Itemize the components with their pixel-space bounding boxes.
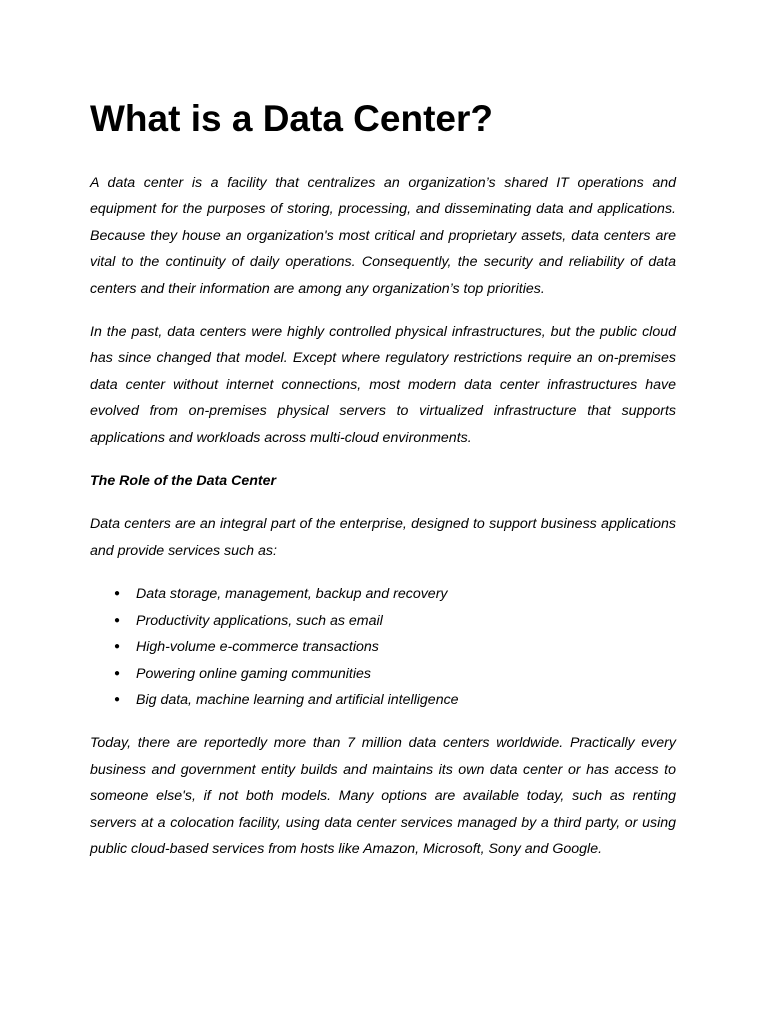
list-item-text: Data storage, management, backup and recovery	[136, 586, 448, 603]
list-item	[114, 634, 676, 660]
paragraph-history: In the past, data centers were highly controlled physical infrastructures, but the public cloud has since changed that model. Except where regulatory restrictions require an on-premises data center without internet connections, most modern data center infrastructures have evolved from on-premises physical servers to virtualized infrastructure that supports applications and workloads across multi-cloud environments.	[90, 324, 676, 446]
list-item-text: High-volume e-commerce transactions	[136, 639, 379, 656]
paragraph-closing: Today, there are reportedly more than 7 million data centers worldwide. Practically every business and government entity builds and maintains its own data center or has access to someone else's, if not both models. Many options are available today, such as renting servers at a colocation facility, using data center services managed by a third party, or using public cloud-based services from hosts like Amazon, Microsoft, Sony and Google.	[90, 735, 676, 857]
list-item-text: Big data, machine learning and artificial intelligence	[136, 691, 459, 708]
paragraph-definition: A data center is a facility that centralizes an organization’s shared IT operations and equipment for the purposes of storing, processing, and disseminating data and applications. Because they house an organization's most critical and proprietary assets, data centers are vital to the continuity of daily operations. Consequently, the security and reliability of data centers and their information are among any organization’s top priorities.	[90, 175, 676, 297]
list-item	[114, 608, 676, 634]
bullet-icon: ●	[114, 693, 121, 705]
services-list	[90, 581, 676, 713]
bullet-icon: ●	[114, 667, 121, 679]
section-heading: The Role of the Data Center	[90, 473, 277, 490]
list-item-text: Powering online gaming communities	[136, 665, 372, 682]
paragraph-intro: Data centers are an integral part of the enterprise, designed to support business applications and provide services such as:	[90, 516, 676, 559]
page-title: What is a Data Center?	[90, 98, 493, 139]
bullet-icon: ●	[114, 614, 121, 626]
list-item	[114, 581, 676, 607]
list-item-text: Productivity applications, such as email	[136, 612, 383, 629]
bullet-icon: ●	[114, 641, 121, 653]
list-item	[114, 687, 676, 713]
bullet-icon: ●	[114, 588, 121, 600]
document-page	[90, 96, 676, 879]
list-item	[114, 661, 676, 687]
